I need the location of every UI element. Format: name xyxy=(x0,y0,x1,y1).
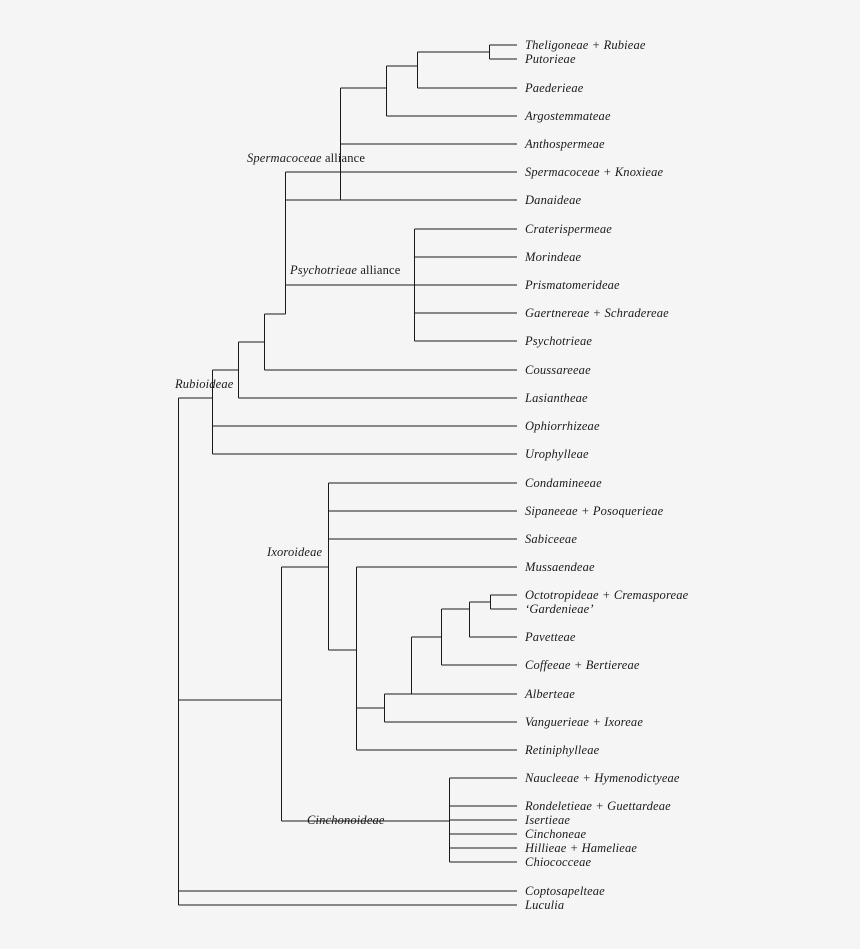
leaf-label-sabiceeae: Sabiceeae xyxy=(525,532,578,546)
clade-label-spermacoceae-alliance xyxy=(247,152,365,165)
leaf-label-octotropideae-cremasporeae: Octotropideae + Cremasporeae xyxy=(525,588,689,602)
leaf-label-mussaendeae: Mussaendeae xyxy=(525,560,595,574)
leaf-label-craterispermeae: Craterispermeae xyxy=(525,222,612,236)
leaf-label-urophylleae: Urophylleae xyxy=(525,447,589,461)
clade-label-cinchonoideae-italic: Cinchonoideae xyxy=(307,813,385,827)
leaf-label-alberteae: Alberteae xyxy=(525,687,575,701)
leaf-label-vanguerieae-ixoreae: Vanguerieae + Ixoreae xyxy=(525,715,644,729)
leaf-label-rondeletieae-guettardeae: Rondeletieae + Guettardeae xyxy=(525,799,671,813)
leaf-label-gaertnereae-schradereae: Gaertnereae + Schradereae xyxy=(525,306,669,320)
clade-label-ixoroideae-italic: Ixoroideae xyxy=(267,545,323,559)
leaf-label-danaideae: Danaideae xyxy=(525,193,582,207)
leaf-label-naucleeae-hymenodictyeae: Naucleeae + Hymenodictyeae xyxy=(525,771,680,785)
clade-label-spermacoceae-alliance-italic: Spermacoceae xyxy=(247,151,322,165)
leaf-label-coptosapelteae: Coptosapelteae xyxy=(525,884,605,898)
clade-label-psychotrieae-alliance-italic: Psychotrieae xyxy=(290,263,358,277)
leaf-label-coffeeae-bertiereae: Coffeeae + Bertiereae xyxy=(525,658,640,672)
leaf-label-psychotrieae: Psychotrieae xyxy=(525,334,593,348)
leaf-label-chiococceae: Chiococceae xyxy=(525,855,592,869)
leaf-label-ophiorrhizeae: Ophiorrhizeae xyxy=(525,419,600,433)
clade-label-rubioideae-italic: Rubioideae xyxy=(175,377,234,391)
leaf-label-prismatomerideae: Prismatomerideae xyxy=(525,278,620,292)
leaf-label-retiniphylleae: Retiniphylleae xyxy=(525,743,600,757)
leaf-label-cinchoneae: Cinchoneae xyxy=(525,827,587,841)
clade-label-rubioideae xyxy=(175,378,233,391)
leaf-label-paederieae: Paederieae xyxy=(525,81,584,95)
leaf-label-sipaneeae-posoquerieae: Sipaneeae + Posoquerieae xyxy=(525,504,664,518)
clade-label-psychotrieae-alliance xyxy=(290,264,400,277)
leaf-label-gardenieae: ‘Gardenieae’ xyxy=(525,602,594,616)
clade-label-psychotrieae-alliance-roman: alliance xyxy=(357,263,401,277)
leaf-label-luculia: Luculia xyxy=(525,898,565,912)
clade-label-ixoroideae xyxy=(267,546,322,559)
leaf-label-argostemmateae: Argostemmateae xyxy=(525,109,611,123)
clade-label-spermacoceae-alliance-roman: alliance xyxy=(321,151,366,165)
leaf-label-lasiantheae: Lasiantheae xyxy=(525,391,588,405)
leaf-label-isertieae: Isertieae xyxy=(525,813,571,827)
leaf-label-hillieae-hamelieae: Hillieae + Hamelieae xyxy=(525,841,638,855)
leaf-label-theligoneae-rubieae: Theligoneae + Rubieae xyxy=(525,38,646,52)
leaf-label-condamineeae: Condamineeae xyxy=(525,476,602,490)
leaf-label-anthospermeae: Anthospermeae xyxy=(525,137,605,151)
clade-label-cinchonoideae xyxy=(307,814,385,827)
leaf-label-morindeae: Morindeae xyxy=(525,250,582,264)
leaf-label-coussareeae: Coussareeae xyxy=(525,363,591,377)
leaf-label-pavetteae: Pavetteae xyxy=(525,630,576,644)
leaf-label-putorieae: Putorieae xyxy=(525,52,576,66)
leaf-label-spermacoceae-knoxieae: Spermacoceae + Knoxieae xyxy=(525,165,664,179)
